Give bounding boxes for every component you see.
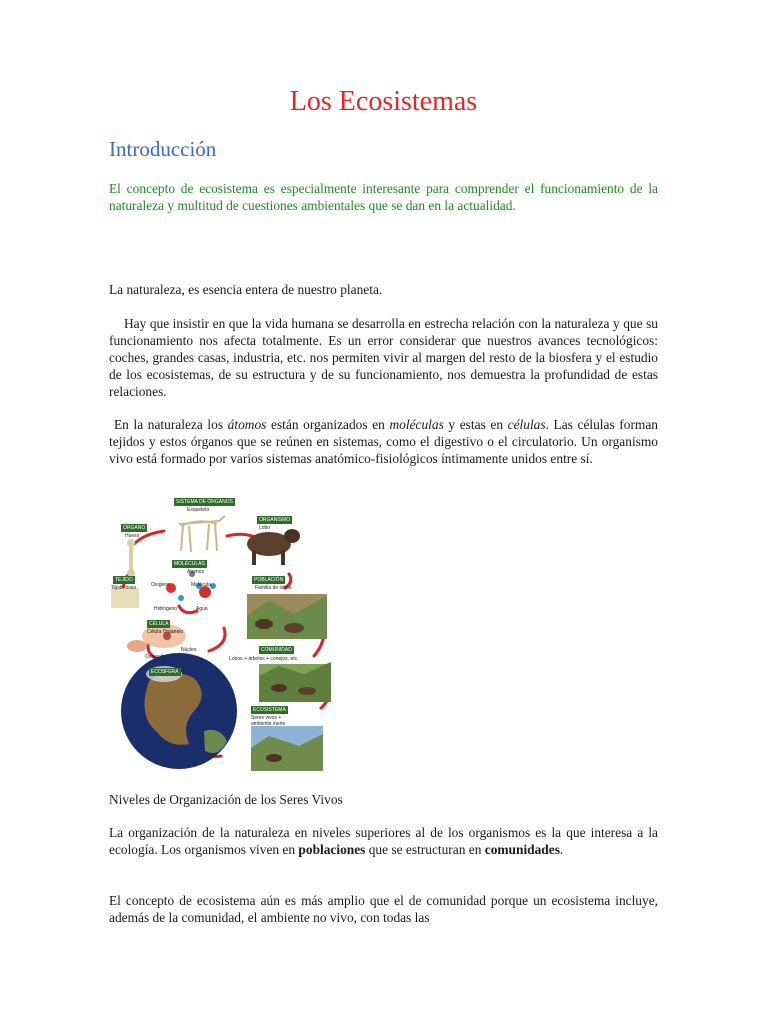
label-ecosfera: ECOSFERA <box>151 669 179 675</box>
cap-oxigeno: Oxígeno <box>151 582 170 588</box>
p4-text-a: La organización de la naturaleza en niveles superiores al de los organismos es la que interesa a la ecología. Los organismos viven en <box>109 825 658 857</box>
figure-illustration <box>109 496 334 776</box>
cap-hueso: Hueso <box>125 533 140 539</box>
label-moleculas: MOLÉCULAS <box>174 561 205 567</box>
cap-tejido-oseo: Tejido óseo <box>111 585 137 591</box>
paragraph-5: El concepto de ecosistema aún es más amplio que el de comunidad porque un ecosistema incluye, además de la comunidad, el ambiente no vivo, con todas las <box>109 893 658 925</box>
intro-paragraph: El concepto de ecosistema es especialmente interesante para comprender el funcionamiento de la naturaleza y multitud de cuestiones ambientales que se dan en la actualidad. <box>109 181 658 213</box>
cap-familia-lobos: Familia de lobos <box>255 585 292 591</box>
label-celula: CÉLULA <box>149 621 169 627</box>
cap-esqueleto: Esqueleto <box>187 507 210 513</box>
label-comunidad: COMUNIDAD <box>261 647 292 653</box>
label-poblacion: POBLACIÓN <box>254 577 284 583</box>
cap-agua: Agua <box>196 606 208 612</box>
p3-text-b: están organizados en <box>266 417 390 432</box>
figure-caption: Niveles de Organización de los Seres Vivos <box>109 792 343 807</box>
bone-icon <box>127 539 135 577</box>
cap-lobo: Lobo <box>259 525 271 531</box>
cap-comunidad-desc: Lobos + árboles + conejos, etc. <box>229 656 299 662</box>
p4-text-c: . <box>559 842 564 857</box>
page-title: Los Ecosistemas <box>289 86 478 117</box>
paragraph-4 <box>109 824 658 858</box>
wolf-icon <box>247 529 300 565</box>
p4-text-b: que se estructuran en <box>365 842 485 857</box>
intro-heading: Introducción <box>109 137 217 161</box>
cap-atomos: Átomos <box>187 569 204 575</box>
paragraph-3 <box>109 416 658 467</box>
paragraph-2: Hay que insistir en que la vida humana se desarrolla en estrecha relación con la naturaleza y que su funcionamiento nos afecta totalmente. Es un error considerar que nuestros avances tecnológicos: coches, grandes casas, industria, etc. nos permiten vivir al margen del resto de la biosfera y el estudio de los ecosistemas, de su estructura y de su funcionamiento, nos demuestra la profundidad de estas relaciones. <box>109 316 658 399</box>
cap-celula-organelo: Célula Organelo <box>147 629 184 635</box>
p3-text-c: y estas en <box>443 417 508 432</box>
p3-celulas: células <box>507 417 546 432</box>
tissue-icon <box>111 588 139 608</box>
cap-molecula: Molécula <box>191 582 212 588</box>
cap-hidrogeno: Hidrógeno <box>154 606 178 612</box>
label-organismo: ORGANISMO <box>259 517 291 523</box>
label-sistema: SISTEMA DE ÓRGANOS <box>176 499 233 505</box>
p3-text-a: En la naturaleza los <box>114 417 228 432</box>
p4-comunidades: comunidades <box>484 842 560 857</box>
p3-atomos: átomos <box>227 417 267 432</box>
cap-osteocito: Osteocito <box>145 654 167 660</box>
community-scene <box>259 662 331 702</box>
ecosystem-scene <box>251 726 323 771</box>
paragraph-1: La naturaleza, es esencia entera de nuestro planeta. <box>109 282 383 297</box>
label-organo: ÓRGANO <box>123 525 146 531</box>
cap-ambiente-inerte: ambiente inerte <box>251 721 286 727</box>
wolf-family-scene <box>247 594 327 639</box>
p3-text-d: . Las células forman tejidos y estos órganos que se reúnen en sistemas, como el digestivo o el circulatorio. Un organismo vivo está formado por varios sistemas anatómico-fisiológicos íntimamente unidos entre sí. <box>109 417 658 466</box>
arrow-11 <box>179 606 197 613</box>
cap-nucleo: Núcleo <box>181 647 197 653</box>
skeleton-icon <box>179 516 225 552</box>
organization-levels-figure <box>109 496 334 776</box>
arrow-10 <box>209 628 225 651</box>
label-ecosistema: ECOSISTEMA <box>253 707 286 713</box>
p3-moleculas: moléculas <box>389 417 444 432</box>
label-tejido: TEJIDO <box>115 577 133 583</box>
cap-seres-vivos: Seres vivos + <box>251 715 282 721</box>
p4-poblaciones: poblaciones <box>298 842 366 857</box>
